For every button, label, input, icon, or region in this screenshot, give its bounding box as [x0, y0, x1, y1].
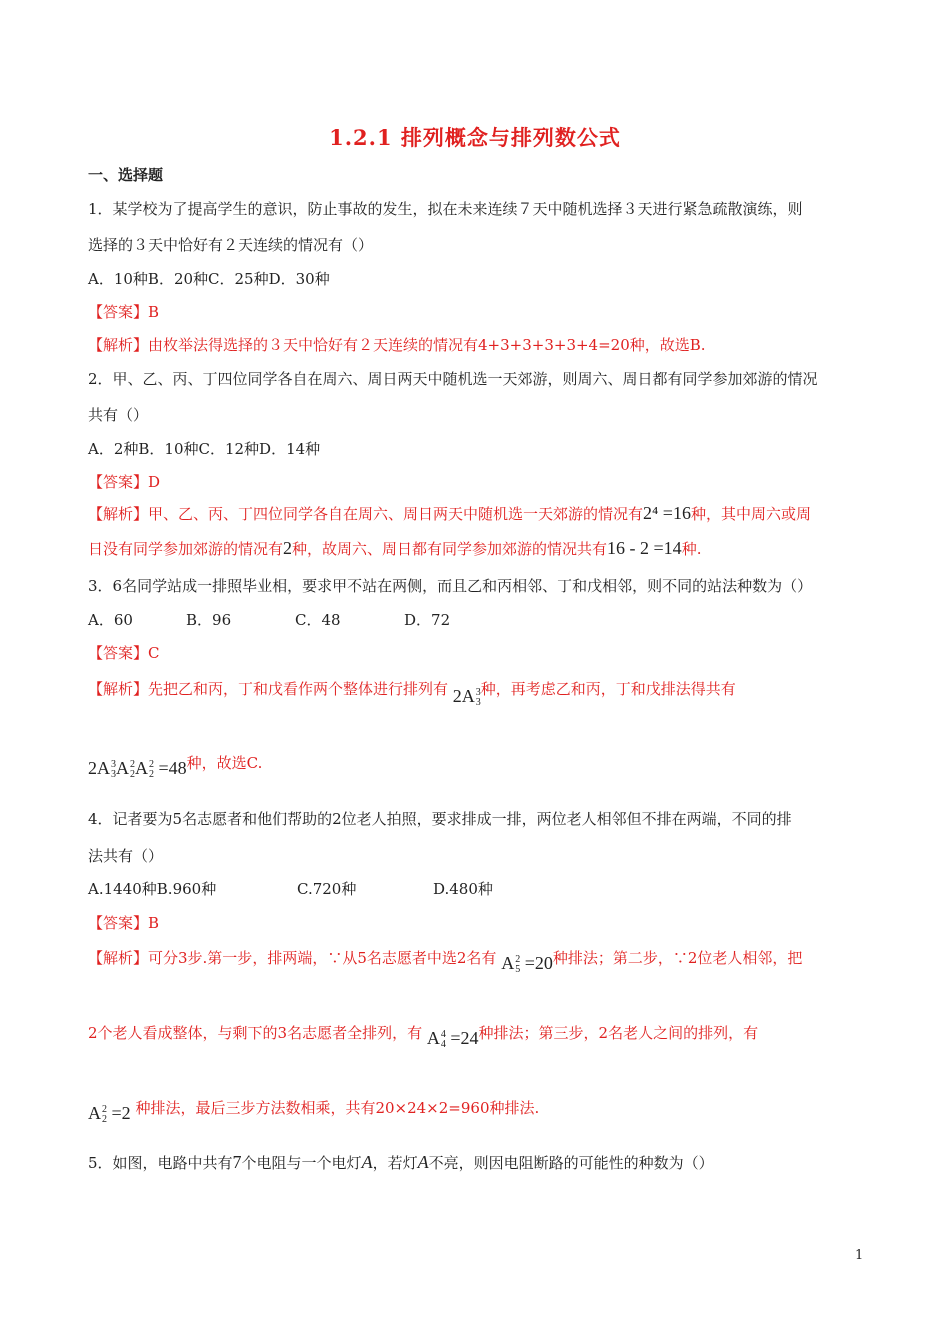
q2-stem-line2: 共有（） — [88, 406, 149, 424]
q3-analysis-text-b: 种，再考虑乙和丙，丁和戊排法得共有 — [480, 680, 736, 698]
q1-stem-line1: 1．某学校为了提高学生的意识，防止事故的发生，拟在未来连续７天中随机选择３天进行紧急疏散演练，则 — [88, 200, 803, 218]
q3-option-a: A．60 — [88, 611, 133, 629]
q4-stem-line2: 法共有（） — [88, 847, 164, 865]
q2-analysis-text-b: 种，其中周六或周 — [690, 505, 811, 523]
q1-options: A．10种B．20种C．25种D．30种 — [88, 270, 330, 288]
q3-stem: 3．6名同学站成一排照毕业相，要求甲不站在两侧，而且乙和丙相邻、丁和戊相邻，则不同的站法种数为（） — [88, 577, 813, 595]
q5-lamp-label: A — [361, 1152, 373, 1172]
q2-analysis-text-c: 日没有同学参加郊游的情况有 — [88, 540, 284, 558]
q3-analysis-line1 — [88, 678, 736, 708]
page-title: 1.2.1 排列概念与排列数公式 — [329, 125, 621, 150]
q4-analysis-line1 — [88, 947, 803, 975]
q4-answer: 【答案】B — [88, 914, 160, 932]
q3-answer: 【答案】C — [88, 644, 160, 662]
q3-option-c: C．48 — [295, 611, 341, 629]
q4-analysis-text-c: 2个老人看成整体，与剩下的3名志愿者全排列，有 — [88, 1024, 423, 1042]
q3-analysis-text-c: 种，故选C. — [186, 754, 263, 772]
q2-options: A．2种B．10种C．12种D．14种 — [88, 440, 321, 458]
q4-stem-line1: 4．记者要为5名志愿者和他们帮助的2位老人拍照，要求排成一排，两位老人相邻但不排在两端，不同的排 — [88, 810, 792, 828]
q4-analysis-line2 — [88, 1022, 759, 1050]
q4-option-ab: A.1440种B.960种 — [88, 880, 217, 898]
q4-formula-A22: A 2 2 =2 — [88, 1103, 131, 1125]
q5-lamp-label-2: A — [417, 1152, 429, 1172]
q5-stem-text-d: 不亮，则因电阻断路的可能性的种数为（） — [428, 1154, 714, 1172]
q1-answer: 【答案】B — [88, 303, 160, 321]
q3-option-b: B．96 — [186, 611, 232, 629]
q2-stem-line1: 2．甲、乙、丙、丁四位同学各自在周六、周日两天中随机选一天郊游，则周六、周日都有同学参加郊游的情况 — [88, 370, 818, 388]
q5-stem — [88, 1152, 714, 1173]
q4-option-d: D.480种 — [433, 880, 493, 898]
q2-math-c: 16 - 2 =14 — [607, 538, 682, 558]
q3-analysis-text-a: 【解析】先把乙和丙，丁和戊看作两个整体进行排列有 — [88, 680, 449, 698]
q2-math-a: 2⁴ =16 — [643, 503, 691, 523]
q2-analysis-line1 — [88, 503, 811, 524]
q2-analysis-text-e: 种. — [681, 540, 702, 558]
q2-analysis-line2 — [88, 538, 701, 559]
q3-option-d: D．72 — [404, 611, 451, 629]
q4-analysis-text-a: 【解析】可分3步.第一步，排两端，∵从5名志愿者中选2名有 — [88, 949, 497, 967]
q4-analysis-text-b: 种排法；第二步，∵2位老人相邻，把 — [552, 949, 803, 967]
section-heading: 一、选择题 — [88, 166, 164, 184]
q2-analysis-text-d: 种，故周六、周日都有同学参加郊游的情况共有 — [292, 540, 608, 558]
q2-answer: 【答案】D — [88, 473, 161, 491]
q3-formula-2A33: 2A 3 3 — [452, 686, 481, 708]
q5-resistor-count: 7 — [232, 1152, 242, 1172]
q3-formula-product: 2A 3 3 A 2 2 A 2 2 =48 — [88, 758, 187, 780]
q2-analysis-text-a: 【解析】甲、乙、丙、丁四位同学各自在周六、周日两天中随机选一天郊游的情况有 — [88, 505, 644, 523]
q5-stem-text-a: 5．如图，电路中共有 — [88, 1154, 233, 1172]
q4-formula-A52: A 2 5 =20 — [501, 953, 553, 975]
q1-analysis: 【解析】由枚举法得选择的３天中恰好有２天连续的情况有4+3+3+3+3+4=20种，故选B. — [88, 336, 706, 354]
q4-option-c: C.720种 — [297, 880, 357, 898]
q4-analysis-text-e: 种排法，最后三步方法数相乘，共有20×24×2=960种排法. — [135, 1099, 540, 1117]
q4-analysis-line3 — [88, 1097, 540, 1125]
q4-formula-A44: A 4 4 =24 — [426, 1028, 479, 1050]
q5-stem-text-b: 个电阻与一个电灯 — [241, 1154, 362, 1172]
q3-analysis-line2 — [88, 752, 263, 780]
q1-stem-line2: 选择的３天中恰好有２天连续的情况有（） — [88, 236, 374, 254]
q4-analysis-text-d: 种排法；第三步，2名老人之间的排列，有 — [478, 1024, 759, 1042]
page-number: 1 — [855, 1248, 864, 1263]
q5-stem-text-c: ，若灯 — [372, 1154, 418, 1172]
q2-math-b: 2 — [283, 538, 293, 558]
